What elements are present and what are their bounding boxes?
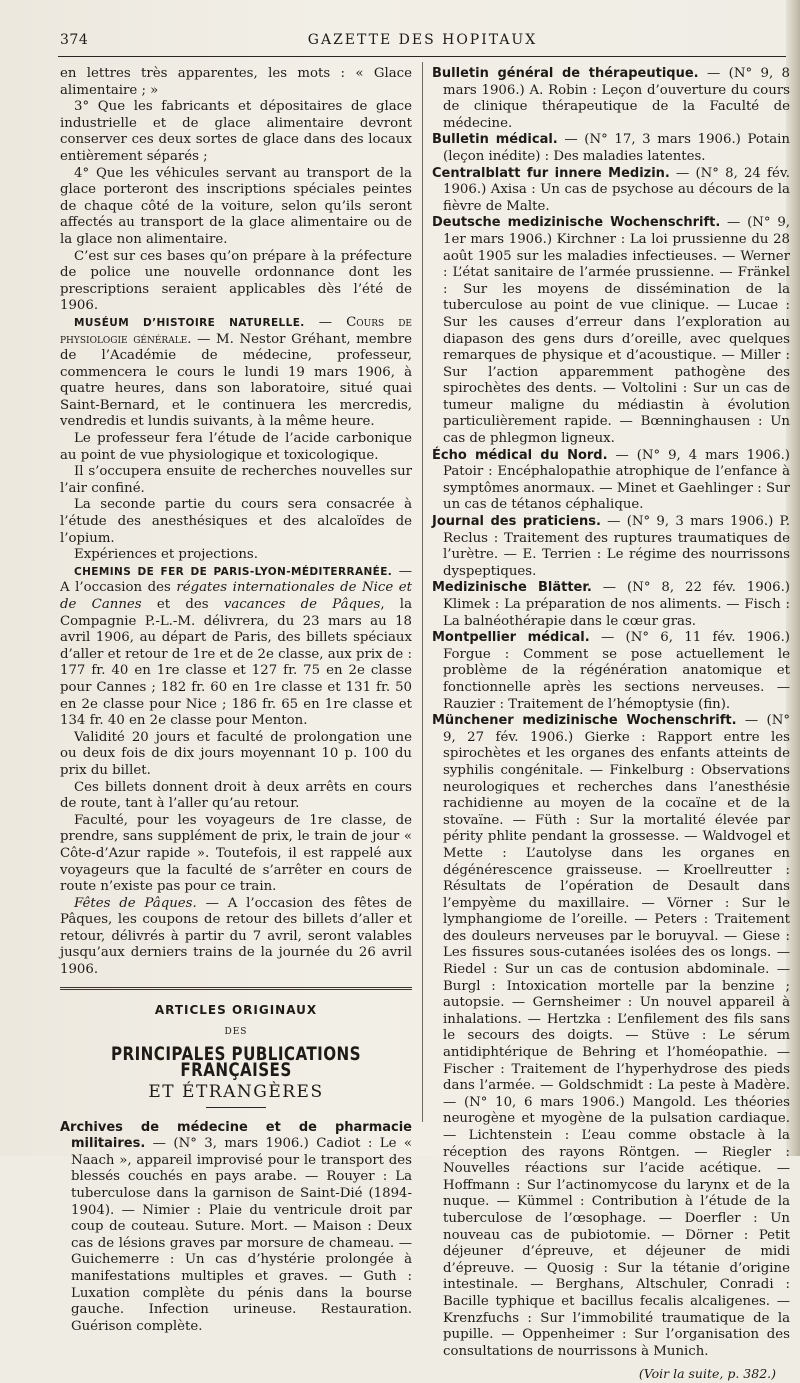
section-title: PRINCIPALES PUBLICATIONS FRANÇAISES xyxy=(111,1043,361,1082)
paragraph: Il s’occupera ensuite de recherches nouvelles sur l’air confiné. xyxy=(60,464,412,496)
journal-title: Centralblatt fur innere Medizin. xyxy=(432,165,670,181)
page-header xyxy=(60,32,785,52)
journal-entry: Écho médical du Nord. — (N° 9, 4 mars 1906.) Patoir : Encéphalopathie atrophique de l’enfance à symptômes anormaux. — Minet et Gaehlinger : Sur un cas de tétanos céphalique. xyxy=(432,447,790,513)
journal-title: Bulletin général de thérapeutique. xyxy=(432,66,699,81)
journal-entry: Deutsche medizinische Wochenschrift. — (N° 9, 1er mars 1906.) Kirchner : La loi prussienne du 28 août 1905 sur les maladies infectieuses. — Werner : L’état sanitaire de l’armée prussienne. — Fränkel : Sur les moyens de dissémination de la tuberculose au point de vue clinique. — Lucae : Sur les causes d’erreur dans l’exploration au diapason des gens durs d’oreille, avec quelques remarques de physique et d’acoustique. — Miller : Sur l’action apparemment pathogène des spirochètes des dents. — Voltolini : Sur un cas de tumeur maligne du médiastin à évolution particulièrement rapide. — Bœnninghausen : Un cas de phlegmon ligneux. xyxy=(432,215,791,447)
paragraph: en lettres très apparentes, les mots : « Glace alimentaire ; » xyxy=(60,66,412,98)
paragraph: C’est sur ces bases qu’on prépare à la préfecture de police une nouvelle ordonnance dont les prescriptions seraient applicables dès l’été de 1906. xyxy=(60,248,412,314)
column-divider xyxy=(422,62,423,1122)
paragraph: Expériences et projections. xyxy=(74,547,258,563)
journal-entry: Bulletin médical. — (N° 17, 3 mars 1906.) Potain (leçon inédite) : Des maladies latentes. xyxy=(432,132,790,164)
continued-note: (Voir la suite, p. 382.) xyxy=(638,1366,776,1382)
journal-title: Münchener medizinische Wochenschrift. xyxy=(432,713,737,729)
header-rule xyxy=(58,56,786,57)
journal-title: Bulletin médical. xyxy=(432,132,558,148)
railway-caption: CHEMINS DE FER DE PARIS-LYON-MÉDITERRANÉE. xyxy=(74,565,393,578)
paragraph: Validité 20 jours et faculté de prolongation une ou deux fois de dix jours moyennant 10 p. 100 du prix du billet. xyxy=(60,729,412,778)
journal-entry: Münchener medizinische Wochenschrift. — (N° 9, 27 fév. 1906.) Gierke : Rapport entre les spirochètes et les organes des enfants atteints de syphilis congénitale. — Finkelburg : Observations neurologiques et recherches dans l’anesthésie rachidienne au moyen de la cocaïne et de la stovaïne. — Füth : Sur la mortalité élevée par périty phlite pendant la grossesse. — Waldvogel et Mette : L’autolyse dans les organes en dégénérescence graisseuse. — Kroellreutter : Résultats de l’opération de Desault dans l’empyème du maxillaire. — Vörner : Sur le lymphangiome de l’oreille. — Peters : Traitement des douleurs nerveuses par le boruyval. — Giese : Les fissures sous-cutanées isolées des os longs. — Riedel : Sur un cas de contusion abdominale. — Burgl : Intoxication mortelle par la benzine ; autopsie. — Gernsheimer : Un nouvel appareil à inhalations. — Hertzka : L’enfilement des fils sans le secours des doigts. — Stüve : Le sérum antidiphtérique de Behring et l’homéopathie. — Fischer : Traitement de l’hyperhydrose des pieds dans l’armée. — Goldschmidt : La peste à Madère. — (N° 10, 6 mars 1906.) Mangold. Les théories neurogène et myogène de la pulsation cardiaque. — Lichtenstein : L’eau comme obstacle à la réception des rayons Röntgen. — Riegler : Nouvelles réactions sur l’acide acétique. — Hoffmann : Sur l’actinomycose du larynx et de la nuque. — Kümmel : Contribution à l’étude de la tuberculose de l’œsophage. — Doerfler : Un nouveau cas de pubiotomie. — Dörner : Petit déjeuner d’épreuve, et déjeuner de midi d’épreuve. — Quosig : Sur la tétanie d’origine intestinale. — Berghans, Altschuler, Conradi : Bacille typhique et bacillus fecalis alcaligenes. — Krenzfuchs : Sur l’immobilité traumatique de la pupille. — Oppenheimer : Sur l’organisation des consultations de nourrissons à Munich. xyxy=(432,713,790,1359)
paragraph: 4° Que les véhicules servant au transport de la glace porteront des inscriptions spéciales peintes de chaque côté de la voiture, selon qu’ils seront affectés au transport de la glace alimentaire ou de la glace non alimentaire. xyxy=(60,165,412,247)
paragraph: Le professeur fera l’étude de l’acide carbonique au point de vue physiologique et toxicologique. xyxy=(60,431,412,463)
journal-entry: Medizinische Blätter. — (N° 8, 22 fév. 1906.) Klimek : La préparation de nos aliments. — Fisch : La balnéothérapie dans le cœur gras. xyxy=(432,580,790,629)
section-subheading: DES xyxy=(224,1027,248,1038)
paragraph: 3° Que les fabricants et dépositaires de glace industrielle et de glace alimentaire devront conserver ces deux sortes de glace dans des locaux entièrement séparés ; xyxy=(60,99,412,164)
journal-title: Écho médical du Nord. xyxy=(432,447,608,463)
paragraph: Ces billets donnent droit à deux arrêts en cours de route, tant à l’aller qu’au retour. xyxy=(60,779,412,812)
short-rule xyxy=(206,1107,266,1108)
section-heading: ARTICLES ORIGINAUX xyxy=(154,1002,318,1017)
journal-entry: Archives de médecine et de pharmacie militaires. — (N° 3, mars 1906.) Cadiot : Le « Naach », appareil improvisé pour le transport des blessés couchés en pays arabe. — Rouyer : La tuberculose dans la garnison de Saint-Dié (1894-1904). — Nimier : Plaie du ventricule droit par coup de couteau. Suture. Mort. — Maison : Deux cas de lésions graves par morsure de chameau. — Guichemerre : Un cas d’hystérie prolongée à manifestations multiples et graves. — Guth : Luxation complète du pénis dans la bourse gauche. Infection urineuse. Restauration. Guérison complète. xyxy=(60,1119,412,1334)
easter-title: Fêtes de Pâques. xyxy=(74,895,197,911)
journal-entry: Montpellier médical. — (N° 6, 11 fév. 1906.) Forgue : Comment se pose actuellement le problème de la régénération anatomique et fonctionnelle après les sections nerveuses. — Rauzier : Traitement de l’hémoptysie (fin). xyxy=(432,630,790,712)
museum-paragraph: MUSÉUM D’HISTOIRE NATURELLE. — Cours de physiologie générale. — M. Nestor Gréhant, membre de l’Académie de médecine, professeur, commencera le cours le lundi 19 mars 1906, à quatre heures, dans son laboratoire, situé quai Saint-Bernard, et le continuera les mercredis, vendredis et lundis suivants, à la même heure. xyxy=(60,314,412,430)
journal-title: Journal des praticiens. xyxy=(432,514,601,530)
left-column xyxy=(60,66,412,1335)
paragraph: Faculté, pour les voyageurs de 1re classe, de prendre, sans supplément de prix, le train de jour « Côte-d’Azur rapide ». Toutefois, il est rappelé aux voyageurs que la faculté de s’arrêter en cours de route n’existe pas pour ce train. xyxy=(60,812,412,895)
museum-course-title: Cours de physiologie générale. xyxy=(60,314,412,347)
section-title-line2: ET ÉTRANGÈRES xyxy=(148,1082,324,1103)
journal-entry: Bulletin général de thérapeutique. — (N° 9, 8 mars 1906.) A. Robin : Leçon d’ouverture du cours de clinique thérapeutique de la Faculté de médecine. xyxy=(432,66,790,131)
museum-caption: MUSÉUM D’HISTOIRE NATURELLE. xyxy=(74,316,305,329)
journal-title: Medizinische Blätter. xyxy=(432,580,592,596)
right-column xyxy=(432,66,790,1383)
easter-paragraph: Fêtes de Pâques. — A l’occasion des fêtes de Pâques, les coupons de retour des billets d’aller et retour, délivrés à partir du 7 avril, seront valables jusqu’aux derniers trains de la journée du 26 avril 1906. xyxy=(60,895,413,978)
page-number: 374 xyxy=(60,32,89,48)
section-rule xyxy=(60,987,412,990)
journal-title: Archives de médecine et de pharmacie militaires. xyxy=(60,1119,412,1152)
journal-entry: Centralblatt fur innere Medizin. — (N° 8, 24 fév. 1906.) Axisa : Un cas de psychose au décours de la fièvre de Malte. xyxy=(432,165,790,214)
journal-title: Montpellier médical. xyxy=(432,630,590,646)
railway-paragraph: CHEMINS DE FER DE PARIS-LYON-MÉDITERRANÉE. — A l’occasion des régates internationales de Nice et de Cannes et des vacances de Pâques, la Compagnie P.-L.-M. délivrera, du 23 mars au 18 avril 1906, au départ de Paris, des billets spéciaux d’aller et retour de 1re et de 2e classe, aux prix de : 177 fr. 40 en 1re classe et 127 fr. 75 en 2e classe pour Cannes ; 182 fr. 60 en 1re classe et 131 fr. 50 en 2e classe pour Nice ; 186 fr. 65 en 1re classe et 134 fr. 40 en 2e classe pour Menton. xyxy=(60,563,412,729)
journal-entry: Journal des praticiens. — (N° 9, 3 mars 1906.) P. Reclus : Traitement des ruptures traumatiques de l’urètre. — E. Terrien : Le régime des nourrissons dyspeptiques. xyxy=(432,514,790,579)
running-title: GAZETTE DES HOPITAUX xyxy=(307,32,538,48)
journal-title: Deutsche medizinische Wochenschrift. xyxy=(432,215,721,231)
paragraph: La seconde partie du cours sera consacrée à l’étude des anesthésiques et des alcaloïdes de l’opium. xyxy=(60,497,412,546)
